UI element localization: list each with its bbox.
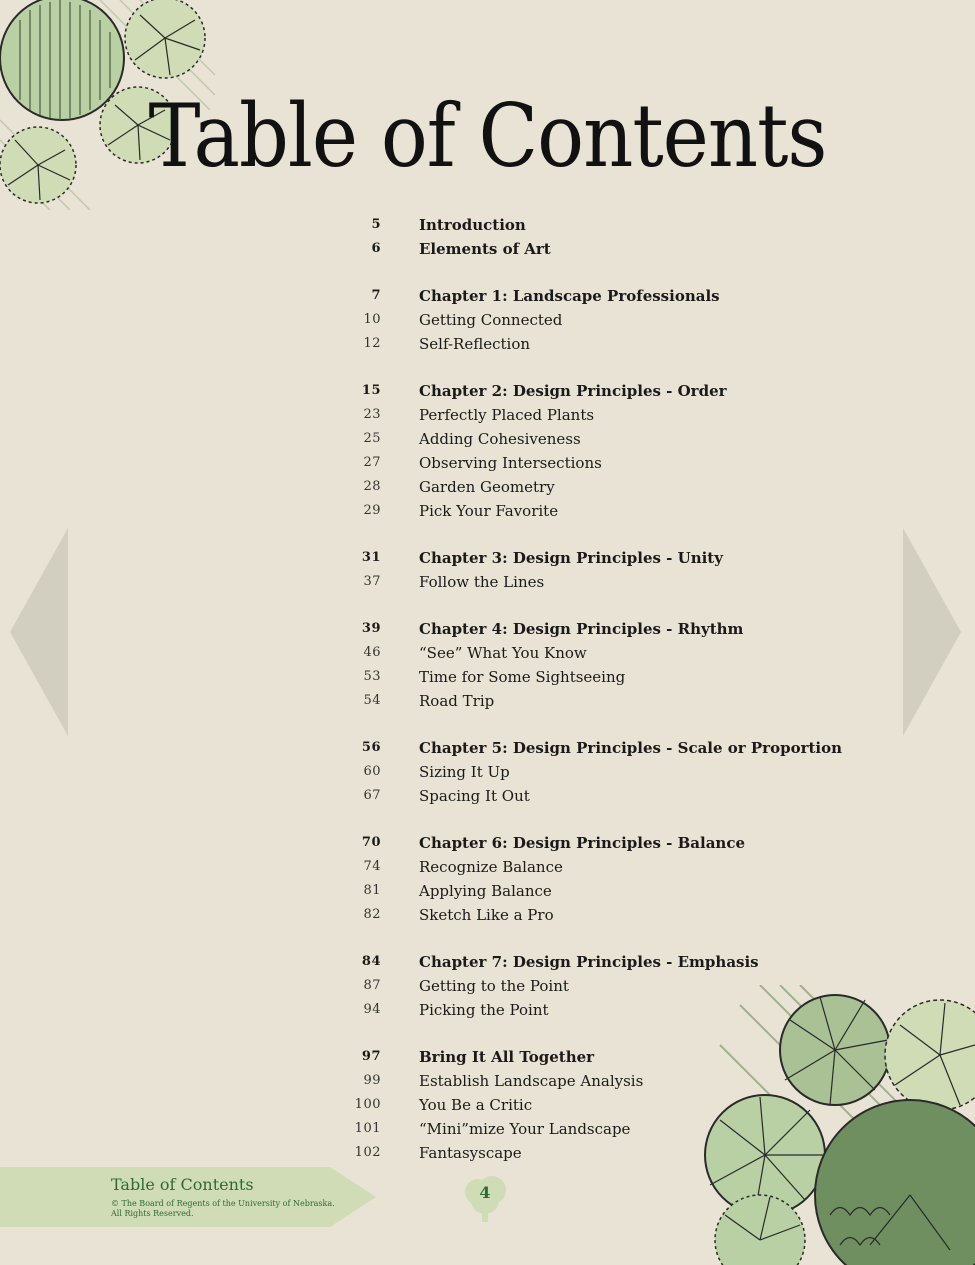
toc-page-number: 39 [361,621,381,636]
toc-entry[interactable] [0,617,975,641]
toc-entry-label: Recognize Balance [419,858,563,876]
toc-page-number: 94 [363,1002,381,1017]
toc-entry-label: Picking the Point [419,1001,549,1019]
toc-page-number: 46 [363,645,381,660]
toc-entry[interactable] [0,689,975,713]
toc-page-number: 53 [363,669,381,684]
copyright-line: All Rights Reserved. [111,1209,194,1218]
toc-entry-label: Adding Cohesiveness [419,430,581,448]
toc-entry[interactable] [0,332,975,356]
toc-entry[interactable] [0,1069,975,1093]
toc-page-number: 99 [363,1073,381,1088]
toc-entry[interactable] [0,784,975,808]
toc-entry[interactable] [0,974,975,998]
toc-page-number: 28 [363,479,381,494]
toc-page-number: 82 [363,907,381,922]
toc-entry[interactable] [0,427,975,451]
toc-entry-label: Getting to the Point [419,977,569,995]
toc-page-number: 67 [363,788,381,803]
toc-page-number: 84 [361,954,381,969]
toc-entry[interactable] [0,903,975,927]
toc-entry-label: Road Trip [419,692,495,710]
toc-page-number: 81 [363,883,381,898]
toc-page-number: 23 [363,407,381,422]
toc-page-number: 87 [363,978,381,993]
toc-entry-label: Getting Connected [419,311,563,329]
toc-entry-label: Bring It All Together [419,1048,595,1066]
toc-page-number: 31 [361,550,381,565]
toc-entry[interactable] [0,1093,975,1117]
toc-entry-label: Perfectly Placed Plants [419,406,595,424]
toc-entry-label: Time for Some Sightseeing [419,668,626,686]
toc-entry-label: “Mini”mize Your Landscape [419,1120,631,1138]
toc-entry[interactable] [0,831,975,855]
toc-entry-label: Spacing It Out [419,787,530,805]
toc-entry[interactable] [0,998,975,1022]
toc-entry-label: Chapter 1: Landscape Professionals [419,287,720,305]
toc-entry[interactable] [0,1141,975,1165]
toc-entry-label: Fantasyscape [419,1144,522,1162]
toc-entry-label: Observing Intersections [419,454,602,472]
toc-page-number: 70 [361,835,381,850]
toc-page-number: 54 [363,693,381,708]
toc-entry-label: Chapter 6: Design Principles - Balance [419,834,746,852]
toc-entry[interactable] [0,308,975,332]
toc-entry-label: Sizing It Up [419,763,510,781]
toc-page-number: 7 [371,288,381,303]
toc-entry-label: Chapter 4: Design Principles - Rhythm [419,620,744,638]
toc-entry-label: Introduction [419,216,526,234]
toc-page-number: 15 [361,383,381,398]
toc-entry-label: Chapter 5: Design Principles - Scale or Proportion [419,739,843,757]
toc-entry-label: Self-Reflection [419,335,531,353]
toc-page-number: 101 [354,1121,381,1136]
footer-section-title: Table of Contents [111,1175,254,1194]
toc-entry-label: Follow the Lines [419,573,545,591]
toc-page-number: 60 [363,764,381,779]
toc-page-number: 100 [354,1097,381,1112]
toc-entry[interactable] [0,284,975,308]
toc-entry-label: Pick Your Favorite [419,502,559,520]
toc-page-number: 5 [371,217,381,232]
toc-entry-label: Chapter 7: Design Principles - Emphasis [419,953,759,971]
toc-page-number: 10 [363,312,381,327]
toc-page-number: 25 [363,431,381,446]
toc-entry[interactable] [0,237,975,261]
toc-entry-label: Applying Balance [419,882,552,900]
next-page-button[interactable] [903,528,961,736]
toc-entry[interactable] [0,546,975,570]
toc-entry[interactable] [0,736,975,760]
toc-entry[interactable] [0,451,975,475]
toc-entry[interactable] [0,475,975,499]
toc-entry-label: You Be a Critic [419,1096,533,1114]
toc-page-number: 6 [371,241,381,256]
toc-page-number: 37 [363,574,381,589]
toc-page-number: 74 [363,859,381,874]
page-title: Table of Contents [148,86,827,188]
page-number: 4 [479,1183,491,1202]
toc-page-number: 27 [363,455,381,470]
toc-entry[interactable] [0,641,975,665]
toc-entry[interactable] [0,879,975,903]
toc-page-number: 102 [354,1145,381,1160]
toc-entry-label: Chapter 3: Design Principles - Unity [419,549,723,567]
toc-entry[interactable] [0,403,975,427]
toc-entry[interactable] [0,950,975,974]
toc-page-number: 97 [361,1049,381,1064]
toc-entry[interactable] [0,379,975,403]
toc-entry[interactable] [0,855,975,879]
toc-entry[interactable] [0,499,975,523]
toc-page-number: 29 [363,503,381,518]
toc-entry[interactable] [0,570,975,594]
previous-page-button[interactable] [10,528,68,736]
toc-entry-label: “See” What You Know [419,644,587,662]
toc-entry-label: Chapter 2: Design Principles - Order [419,382,727,400]
toc-entry[interactable] [0,665,975,689]
toc-page-number: 56 [361,740,381,755]
toc-entry[interactable] [0,760,975,784]
toc-entry[interactable] [0,1045,975,1069]
toc-entry-label: Garden Geometry [419,478,555,496]
toc-entry-label: Elements of Art [419,240,551,258]
toc-entry-label: Establish Landscape Analysis [419,1072,644,1090]
footer-copyright [111,1199,341,1219]
toc-entry[interactable] [0,1117,975,1141]
toc-page-number: 12 [363,336,381,351]
toc-entry-label: Sketch Like a Pro [419,906,554,924]
toc-entry[interactable] [0,213,975,237]
copyright-line: © The Board of Regents of the University of Nebraska. [111,1199,335,1208]
